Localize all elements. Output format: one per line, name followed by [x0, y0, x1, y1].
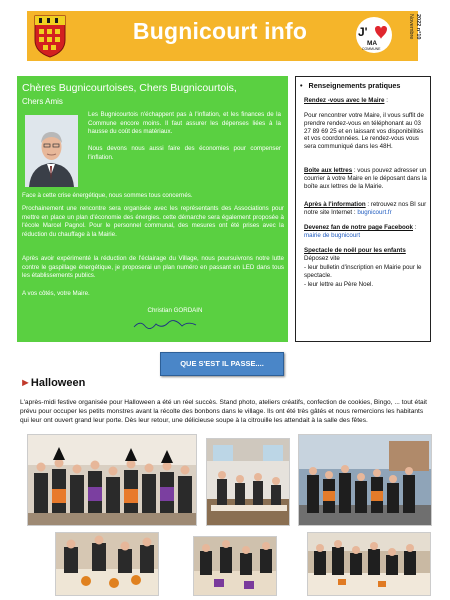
info-mayor-meeting-label: Rendez -vous avec le Maire — [304, 97, 385, 104]
info-christmas-line-3: - leur lettre au Père Noel. — [304, 281, 374, 288]
practical-info-title — [300, 81, 428, 90]
info-facebook — [304, 224, 428, 240]
edito-paragraph-6: A vos côtés, votre Maire. — [22, 290, 90, 297]
logo-letter-j: J' — [358, 25, 368, 39]
edito-paragraph-1: Les Bugnicourtois n'échappent pas à l'inflation, et les finances de la Commune encore moins. Il faut assurer les dépenses liées à la hausse du coût des matériaux. — [88, 111, 281, 136]
info-mailbox-label: Boîte aux lettres — [304, 167, 353, 174]
issue-date — [404, 12, 424, 60]
issue-number: 2022 n°10 — [415, 14, 421, 40]
info-mayor-meeting-text: Pour rencontrer votre Maire, il vous suffit de prendre rendez-vous en téléphonant au 03 27 89 69 25 et en laissant vos disponibilités et vos coordonnées. Le rendez-vous vous sera communiqué dans les 48H. — [304, 112, 424, 151]
website-link[interactable]: bugnicourt.fr — [357, 208, 392, 216]
halloween-heading — [20, 377, 85, 389]
practical-info-title-text: Renseignements pratiques — [308, 81, 401, 90]
info-website-text: : retrouvez nos BI sur notre site Internet : — [304, 201, 427, 216]
facebook-link[interactable]: mairie de bugnicourt — [304, 231, 361, 239]
halloween-photo-table — [193, 536, 277, 596]
info-christmas-line-1: Déposez vite — [304, 255, 340, 262]
info-christmas-title — [304, 247, 428, 255]
info-christmas-line-2: - leur bulletin d'inscription en Mairie pour le spectacle. — [304, 264, 422, 279]
info-mailbox — [304, 167, 428, 190]
edito-subheading: Chers Amis — [22, 97, 63, 106]
mayor-signature-name: Christian GORDAIN — [147, 307, 203, 314]
handwritten-signature — [130, 318, 200, 332]
info-facebook-label: Devenez fan de notre page Facebook — [304, 224, 413, 231]
edito-paragraph-4: Prochainement une rencontre sera organisée avec les représentants des Associations pour mettre en place un plan d'économie des énergies. cette démarche sera également proposée à l'école Marcel Pagnol. Pour le personnel communal, des mesures ont été prises avec la réduction du chauffage à la Mairie. — [22, 205, 284, 238]
logo-word-commune: COMMUNE — [362, 47, 381, 51]
info-mailbox-text: : vous pouvez adresser un courrier à votre Maire en le déposant dans la boîte aux lettres de la Mairie. — [304, 167, 427, 190]
town-crest-logo — [33, 14, 67, 58]
jaime-ma-commune-logo — [355, 16, 393, 54]
edito-heading: Chères Bugnicourtoises, Chers Bugnicourtois, — [22, 82, 237, 94]
edito-paragraph-5: Après avoir expérimenté la réduction de l'éclairage du Village, nous poursuivrons notre lutte contre le gaspillage énergétique, je proposerai un plan numéro en passant en LED dans tous les établissements publics. — [22, 255, 284, 280]
edito-paragraph-3: Face à cette crise énergétique, nous sommes tous concernés. — [22, 192, 193, 199]
edito-paragraph-2: Nous devons nous aussi faire des économies pour compenser l'inflation. — [88, 145, 281, 161]
info-mayor-meeting-title — [304, 97, 428, 105]
arrow-right-icon: ► — [20, 377, 31, 389]
info-website-label: Après à l'information — [304, 201, 366, 208]
issue-month: Novembre — [408, 14, 414, 40]
info-website — [304, 201, 428, 217]
halloween-photo-hall — [206, 438, 290, 526]
info-mayor-meeting-colon: : — [384, 97, 388, 104]
halloween-photo-parade — [298, 434, 432, 526]
halloween-photo-crafts — [55, 532, 159, 596]
what-happened-button[interactable]: QUE S'EST IL PASSE.... — [160, 352, 284, 376]
newsletter-title: Bugnicourt info — [132, 18, 308, 44]
halloween-photo-group — [27, 434, 197, 526]
logo-word-ma: MA — [367, 40, 378, 47]
halloween-text: L'après-midi festive organisée pour Halloween a été un réel succès. Stand photo, ateliers créatifs, confection de cookies, Bingo, ... tout était prévu pour occuper les petits monstres avant la récolte des bonbons dans le village. Ils ont été très gâtés et nous remercions les habitants qui leur ont ouvert grand leur porte. Dès leur retour, une délicieuse soupe à la citrouille les attendait à la salle des fêtes. — [20, 399, 428, 424]
bullet: • — [300, 81, 303, 90]
halloween-photo-soup — [307, 532, 431, 596]
info-christmas-label: Spectacle de noël pour les enfants — [304, 247, 406, 254]
halloween-title: Halloween — [30, 377, 86, 389]
info-facebook-text: : — [413, 224, 417, 231]
mayor-portrait — [25, 115, 78, 187]
